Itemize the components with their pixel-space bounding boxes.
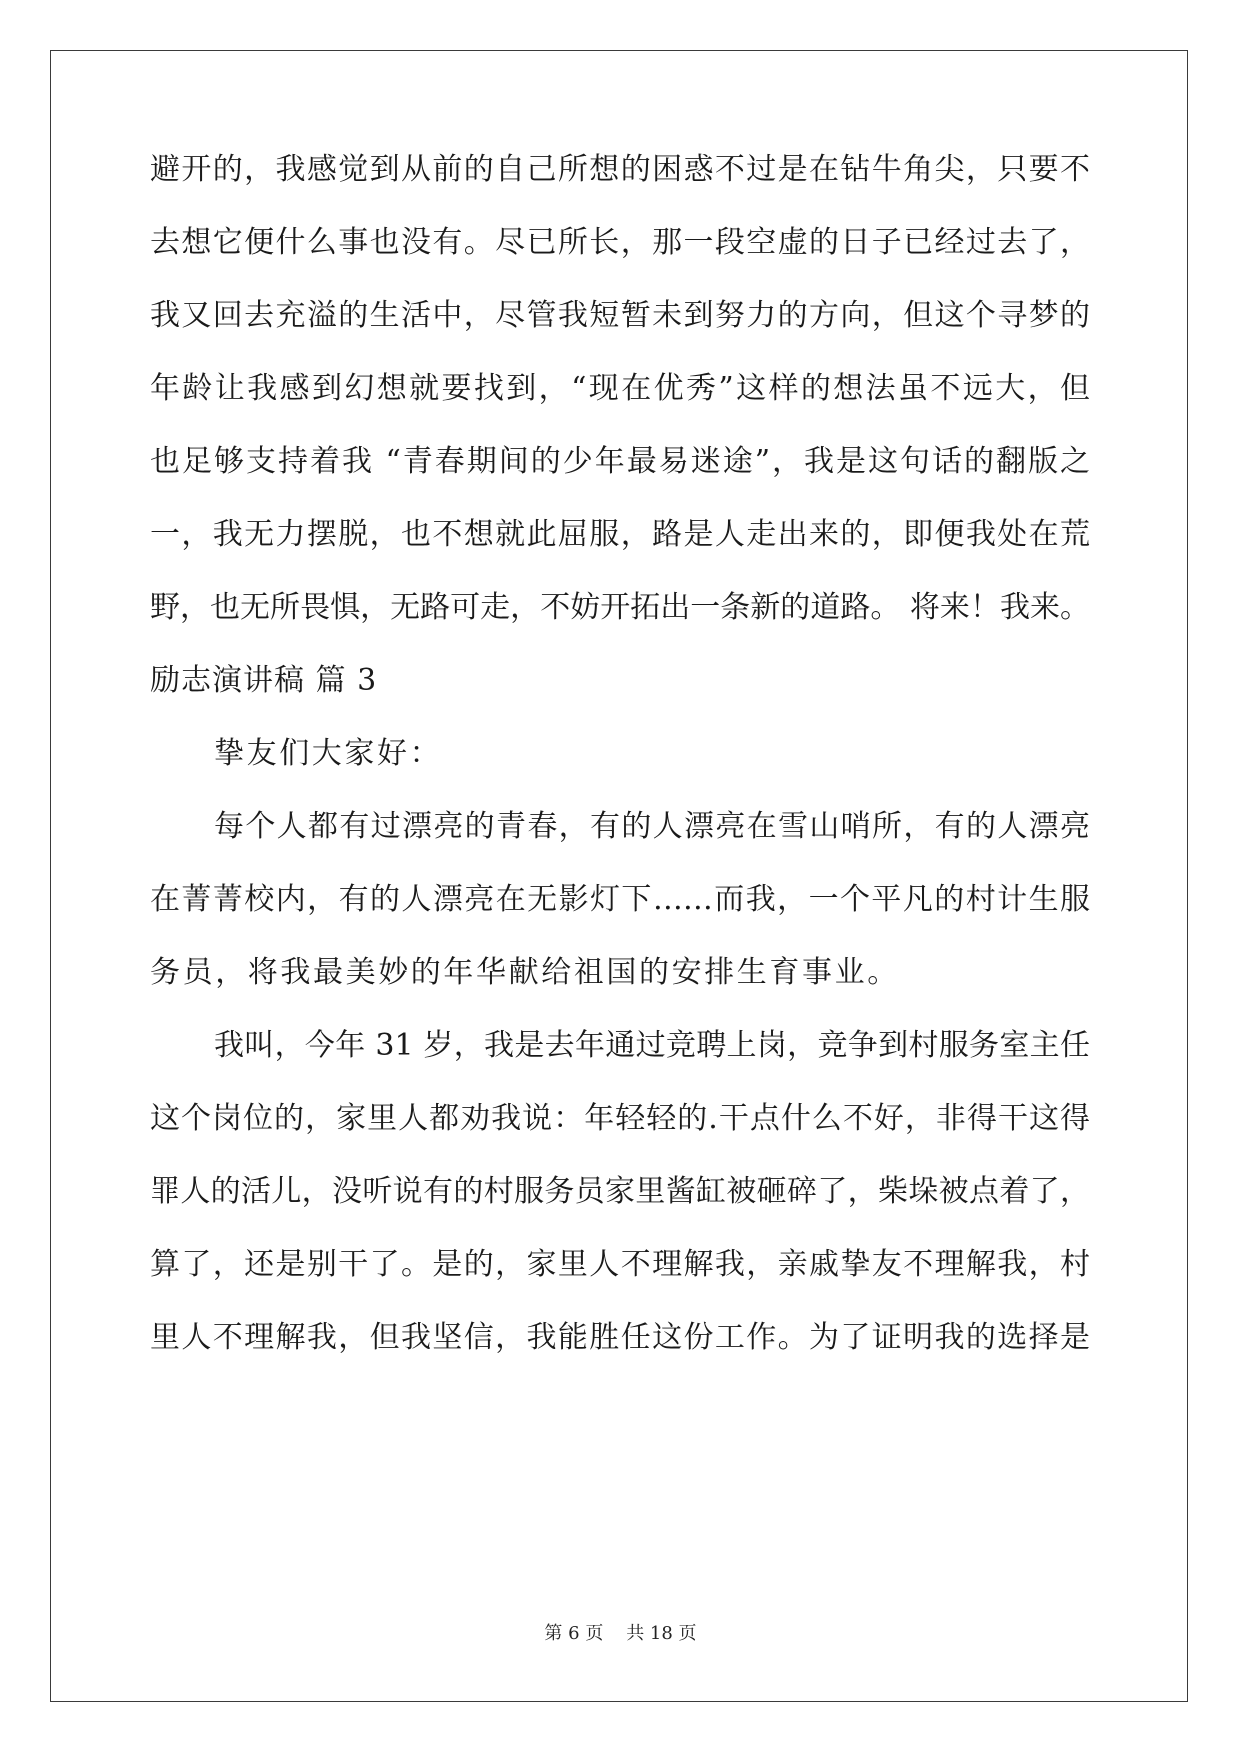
body-text-line: 算了，还是别干了。是的，家里人不理解我，亲戚挚友不理解我，村	[150, 1247, 1090, 1282]
body-text-line: 里人不理解我，但我坚信，我能胜任这份工作。为了证明我的选择是	[150, 1320, 1090, 1355]
section-heading: 励志演讲稿 篇 3	[150, 663, 378, 698]
greeting-line: 挚友们大家好：	[214, 736, 443, 771]
page-number-indicator: 第 6 页 共 18 页	[544, 1623, 697, 1644]
body-text-line: 一，我无力摆脱，也不想就此屈服，路是人走出来的，即便我处在荒	[150, 517, 1090, 552]
body-text-line: 我叫，今年 31 岁，我是去年通过竞聘上岗，竞争到村服务室主任	[214, 1028, 1090, 1063]
body-text-line: 也足够支持着我 “青春期间的少年最易迷途”，我是这句话的翻版之	[150, 444, 1090, 479]
body-text-line: 年龄让我感到幻想就要找到，“现在优秀”这样的想法虽不远大，但	[150, 371, 1090, 406]
body-text-line: 去想它便什么事也没有。尽已所长，那一段空虚的日子已经过去了，	[150, 225, 1090, 260]
body-text-line: 在菁菁校内，有的人漂亮在无影灯下……而我，一个平凡的村计生服	[150, 882, 1090, 917]
page-footer	[0, 1622, 1241, 1646]
body-text-line: 野，也无所畏惧，无路可走，不妨开拓出一条新的道路。 将来！我来。	[150, 590, 1090, 625]
body-text-line: 我又回去充溢的生活中，尽管我短暂未到努力的方向，但这个寻梦的	[150, 298, 1090, 333]
body-text-line: 这个岗位的，家里人都劝我说：年轻轻的.干点什么不好，非得干这得	[150, 1101, 1090, 1136]
body-text-line: 避开的，我感觉到从前的自己所想的困惑不过是在钻牛角尖，只要不	[150, 152, 1090, 187]
body-text-line: 罪人的活儿，没听说有的村服务员家里酱缸被砸碎了，柴垛被点着了，	[150, 1174, 1090, 1209]
body-text-line: 每个人都有过漂亮的青春，有的人漂亮在雪山哨所，有的人漂亮	[214, 809, 1090, 844]
body-text-line: 务员，将我最美妙的年华献给祖国的安排生育事业。	[150, 955, 900, 990]
